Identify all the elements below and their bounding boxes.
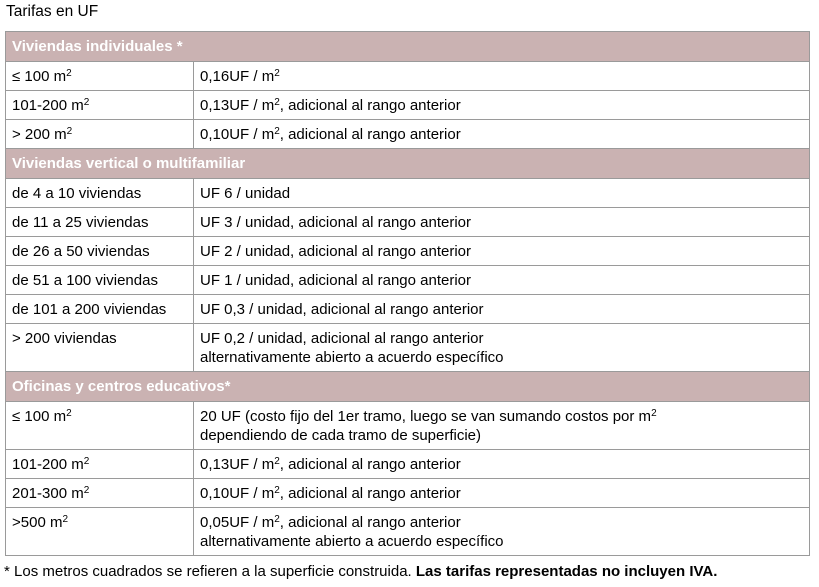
range-cell	[6, 266, 194, 295]
rate-line	[200, 329, 809, 348]
rate-text: 0,13UF / m	[200, 97, 275, 114]
table-row	[6, 295, 810, 324]
range-cell	[6, 479, 194, 508]
range-cell	[6, 237, 194, 266]
rate-line	[200, 484, 809, 503]
table-row	[6, 402, 810, 450]
range-cell	[6, 295, 194, 324]
rate-line	[200, 242, 809, 261]
rate-text: alternativamente abierto a acuerdo específico	[200, 349, 504, 366]
rate-exponent: 2	[274, 514, 280, 525]
range-text: ≤ 100 m	[12, 68, 67, 85]
rate-text: 0,10UF / m	[200, 126, 275, 143]
rate-line	[200, 455, 809, 474]
rate-text-suffix: , adicional al rango anterior	[279, 126, 461, 143]
rate-line-2	[200, 348, 809, 367]
rate-text: dependiendo de cada tramo de superficie)	[200, 427, 482, 444]
range-exponent: 2	[66, 408, 72, 419]
table-row	[6, 479, 810, 508]
rate-line	[200, 125, 809, 144]
range-cell	[6, 120, 194, 149]
section-header-row	[6, 372, 810, 402]
rate-text: UF 2 / unidad, adicional al rango anterior	[200, 243, 471, 260]
rate-text-suffix: , adicional al rango anterior	[279, 97, 461, 114]
rate-text: 0,13UF / m	[200, 456, 275, 473]
table-row	[6, 237, 810, 266]
range-text: de 11 a 25 viviendas	[12, 214, 149, 231]
rate-exponent: 2	[274, 456, 280, 467]
rate-cell	[194, 208, 810, 237]
range-cell	[6, 62, 194, 91]
range-text: 101-200 m	[12, 97, 84, 114]
rate-text: UF 0,3 / unidad, adicional al rango anterior	[200, 301, 484, 318]
range-cell	[6, 91, 194, 120]
range-exponent: 2	[83, 485, 90, 496]
range-text: de 4 a 10 viviendas	[12, 185, 142, 202]
footnote	[4, 563, 717, 581]
rate-line	[200, 67, 809, 86]
range-exponent: 2	[83, 456, 90, 467]
rate-text-suffix: , adicional al rango anterior	[279, 485, 461, 502]
rate-cell	[194, 508, 810, 556]
range-exponent: 2	[62, 514, 69, 525]
range-exponent: 2	[66, 68, 72, 79]
range-text: ≤ 100 m	[12, 408, 67, 425]
section-header-row	[6, 32, 810, 62]
rate-cell	[194, 91, 810, 120]
table-row	[6, 179, 810, 208]
rate-exponent: 2	[274, 485, 280, 496]
rate-text: 0,16UF / m	[200, 68, 275, 85]
rate-text: UF 0,2 / unidad, adicional al rango anterior	[200, 330, 484, 347]
rate-line	[200, 96, 809, 115]
rate-cell	[194, 479, 810, 508]
rate-exponent: 2	[274, 126, 280, 137]
rate-line	[200, 271, 809, 290]
range-text: 201-300 m	[12, 485, 84, 502]
rate-text: 0,05UF / m	[200, 514, 275, 531]
rate-text-suffix: , adicional al rango anterior	[279, 456, 461, 473]
rate-text: UF 6 / unidad	[200, 185, 291, 202]
rate-line	[200, 407, 809, 426]
rate-line	[200, 213, 809, 232]
footnote-bold-text: Las tarifas representadas no incluyen IVA.	[415, 563, 718, 580]
rate-text-suffix: , adicional al rango anterior	[279, 514, 461, 531]
range-text: > 200 viviendas	[12, 330, 117, 347]
section-header-row	[6, 149, 810, 179]
rate-cell	[194, 62, 810, 91]
rate-cell	[194, 266, 810, 295]
rate-text: 0,10UF / m	[200, 485, 275, 502]
table-row	[6, 508, 810, 556]
rate-exponent: 2	[274, 97, 280, 108]
range-text: > 200 m	[12, 126, 67, 143]
range-text: de 51 a 100 viviendas	[12, 272, 158, 289]
range-cell	[6, 450, 194, 479]
rate-line	[200, 513, 809, 532]
rate-line	[200, 184, 809, 203]
rate-text: UF 1 / unidad, adicional al rango anterior	[200, 272, 471, 289]
rate-exponent: 2	[651, 408, 657, 419]
range-cell	[6, 208, 194, 237]
rate-line	[200, 300, 809, 319]
rate-cell	[194, 237, 810, 266]
rate-cell	[194, 402, 810, 450]
rate-text: alternativamente abierto a acuerdo específico	[200, 533, 504, 550]
range-cell	[6, 402, 194, 450]
range-cell	[6, 508, 194, 556]
range-exponent: 2	[66, 126, 73, 137]
rate-text: 20 UF (costo fijo del 1er tramo, luego se van sumando costos por m	[200, 408, 652, 425]
tariff-table	[5, 31, 810, 556]
table-row	[6, 120, 810, 149]
range-text: 101-200 m	[12, 456, 84, 473]
rate-cell	[194, 450, 810, 479]
range-exponent: 2	[83, 97, 90, 108]
rate-text: UF 3 / unidad, adicional al rango anterior	[200, 214, 471, 231]
range-cell	[6, 179, 194, 208]
range-text: >500 m	[12, 514, 63, 531]
rate-cell	[194, 120, 810, 149]
range-text: de 26 a 50 viviendas	[12, 243, 150, 260]
table-row	[6, 324, 810, 372]
section-heading: Viviendas vertical o multifamiliar	[6, 149, 810, 179]
rate-cell	[194, 324, 810, 372]
table-row	[6, 91, 810, 120]
rate-cell	[194, 179, 810, 208]
rate-line-2	[200, 426, 809, 445]
table-row	[6, 62, 810, 91]
table-row	[6, 208, 810, 237]
rate-line-2	[200, 532, 809, 551]
section-heading: Oficinas y centros educativos*	[6, 372, 810, 402]
range-cell	[6, 324, 194, 372]
range-text: de 101 a 200 viviendas	[12, 301, 167, 318]
footnote-text: * Los metros cuadrados se refieren a la superficie construida.	[4, 563, 416, 580]
table-row	[6, 450, 810, 479]
page-title: Tarifas en UF	[6, 3, 99, 20]
section-heading: Viviendas individuales *	[6, 32, 810, 62]
rate-exponent: 2	[274, 68, 280, 79]
rate-cell	[194, 295, 810, 324]
table-row	[6, 266, 810, 295]
